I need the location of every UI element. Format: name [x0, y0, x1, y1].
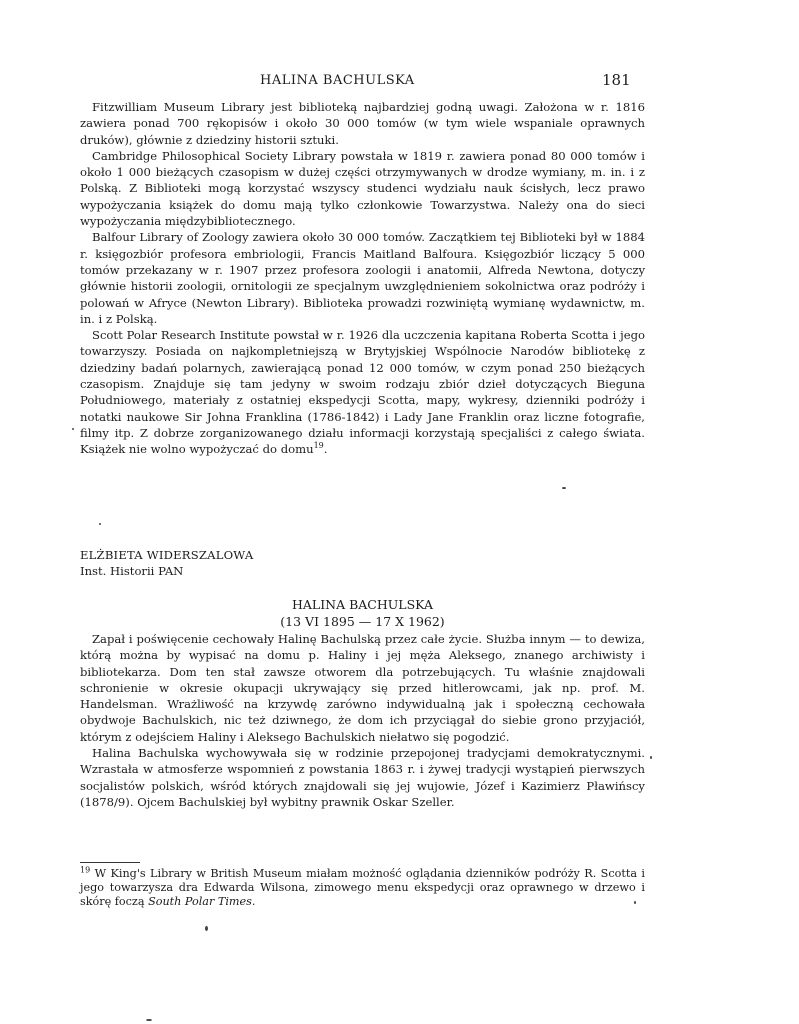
paragraph: Halina Bachulska wychowywała się w rodzinie przepojonej tradycjami demokratycznymi. Wzrastała w atmosferze wspomnień z powstania 1863 r. i żywej tradycji wystąpień pierwszych socjalistów polskich, wśród których znajdowali się jej wujowie, Józef i Kazimierz Pławińscy (1878/9). Ojcem Bachulskiej był wybitny prawnik Oskar Szeller. [80, 746, 645, 809]
article-heading [80, 596, 645, 630]
footnote-title-italic: South Polar Times. [148, 895, 256, 908]
article-dates: (13 VI 1895 — 17 X 1962) [280, 614, 445, 629]
article-body [80, 631, 645, 810]
scan-speck [205, 926, 208, 931]
footnote-text: W King's Library w British Museum miałam możność oglądania dzienników podróży R. Scotta i jego towarzysza dra Edwarda Wilsona, zimowego menu ekspedycji oraz oprawnego w drzewo i skórę foczą [80, 867, 646, 908]
page-number: 181 [602, 71, 631, 89]
scan-speck [99, 523, 101, 525]
paragraph-with-footnote: Scott Polar Research Institute powstał w r. 1926 dla uczczenia kapitana Roberta Scotta i jego towarzyszy. Posiada on najkompletniejszą w Brytyjskiej Wspólnocie Narodów bibliotekę z dziedziny badań polarnych, zawierającą ponad 12 000 tomów, w czym ponad 250 bieżących czasopism. Znajduje się tam jedyny w swoim rodzaju zbiór dzieł dotyczących Bieguna Południowego, materiały z ostatniej ekspedycji Scotta, mapy, wykresy, dzienniki podróży i notatki naukowe Sir Johna Franklina (1786-1842) i Lady Jane Franklin oraz liczne fotografie, filmy itp. Z dobrze zorganizowanego działu informacji korzystają specjaliści z całego świata. Książek nie wolno wypożyczać do domu$^{19}$. [80, 328, 645, 457]
paragraph: Fitzwilliam Museum Library jest biblioteką najbardziej godną uwagi. Założona w r. 1816 zawiera ponad 700 rękopisów i około 30 000 tomów (w tym wiele wspaniale oprawnych druków), głównie z dziedziny historii sztuki. [80, 100, 645, 147]
paragraph: Balfour Library of Zoology zawiera około 30 000 tomów. Zaczątkiem tej Biblioteki był w 1884 r. księgozbiór profesora embriologii, Francis Maitland Balfoura. Księgozbiór liczący 5 000 tomów przekazany w r. 1907 przez profesora zoologii i anatomii, Alfreda Newtona, dotyczy głównie historii zoologii, ornitologii ze specjalnym uwzględnieniem sokolnictwa oraz podróży i polowań w Afryce (Newton Library). Biblioteka prowadzi rozwiniętą wymianę wydawnictw, m. in. i z Polską. [80, 230, 645, 326]
scan-speck [562, 487, 566, 489]
libraries-section [80, 99, 645, 458]
scan-speck [146, 1019, 152, 1021]
paragraph: Cambridge Philosophical Society Library powstała w 1819 r. zawiera ponad 80 000 tomów i około 1 000 bieżących czasopism w dużej części otrzymywanych w drodze wymiany, m. in. i z Polską. Z Biblioteki mogą korzystać wszyscy studenci wydziału nauk ścisłych, lecz prawo wypożyczania książek do domu mają tylko członkowie Towarzystwa. Należy ona do sieci wypożyczania międzybibliotecznego. [80, 148, 645, 229]
author-name: ELŻBIETA WIDERSZALOWA [80, 548, 254, 562]
paragraph: Zapał i poświęcenie cechowały Halinę Bachulską przez całe życie. Służba innym — to dewiza, którą można by wypisać na domu p. Haliny i jej męża Aleksego, znanego archiwisty i bibliotekarza. Dom ten stał zawsze otworem dla potrzebujących. Tu właśnie znajdowali schronienie w okresie okupacji ukrywający się przed hitlerowcami, jak np. prof. M. Handelsman. Wrażliwość na krzywdę zarówno indywidualną jak i społeczną cechowała obydwoje Bachulskich, nic też dziwnego, że dom ich przyciągał do siebie grono przyjaciół, którym z odejściem Haliny i Aleksego Bachulskich niełatwo się pogodzić. [80, 632, 645, 744]
footnote-number: 19 [80, 865, 91, 875]
scan-speck [72, 428, 74, 430]
author-affiliation: Inst. Historii PAN [80, 564, 184, 579]
footnote [80, 867, 645, 909]
paragraph-text: Scott Polar Research Institute powstał w r. 1926 dla uczczenia kapitana Roberta Scotta i jego towarzyszy. Posiada on najkompletniejszą w Brytyjskiej Wspólnocie Narodów bibliotekę z dziedziny badań polarnych, zawierającą ponad 12 000 tomów, w czym ponad 250 bieżących czasopism. Znajduje się tam jedyny w swoim rodzaju zbiór dzieł dotyczących Bieguna Południowego, materiały z ostatniej ekspedycji Scotta, mapy, wykresy, dzienniki podróży i notatki naukowe Sir Johna Franklina (1786-1842) i Lady Jane Franklin oraz liczne fotografie, filmy itp. Z dobrze zorganizowanego działu informacji korzystają specjaliści z całego świata. Książek nie wolno wypożyczać do domu [80, 328, 645, 457]
running-header: HALINA BACHULSKA [260, 73, 415, 88]
scan-speck [650, 756, 652, 759]
footnote-reference: 19 [313, 441, 324, 451]
scan-speck [634, 901, 636, 904]
footnote-divider [80, 862, 140, 863]
article-title: HALINA BACHULSKA [291, 597, 434, 612]
author-block [80, 547, 253, 580]
